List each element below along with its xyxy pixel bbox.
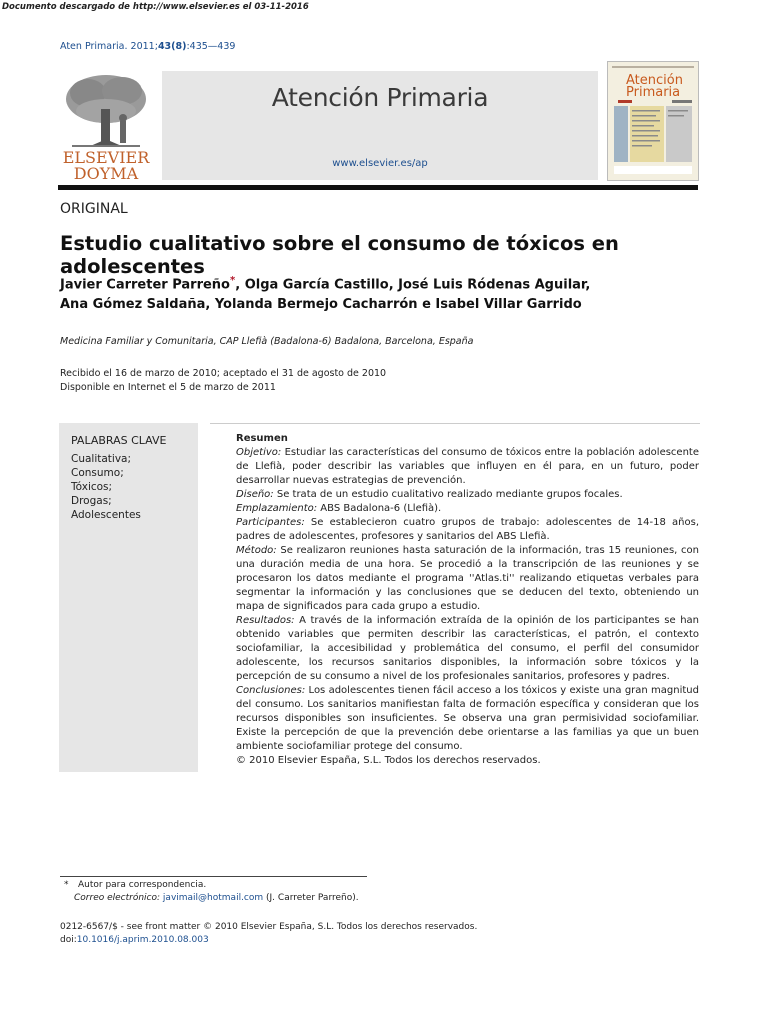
citation-pages: :435—439 bbox=[186, 41, 236, 52]
issn-line: 0212-6567/$ - see front matter © 2010 Elsevier España, S.L. Todos los derechos reservados. bbox=[60, 922, 478, 932]
doi-link[interactable]: 10.1016/j.aprim.2010.08.003 bbox=[76, 935, 209, 945]
citation-volume-issue: 43(8) bbox=[157, 41, 187, 52]
received-date: Recibido el 16 de marzo de 2010; aceptado el 31 de agosto de 2010 bbox=[60, 368, 387, 379]
affiliation: Medicina Familiar y Comunitaria, CAP Llefià (Badalona-6) Badalona, Barcelona, España bbox=[60, 336, 474, 347]
article-dates bbox=[60, 367, 386, 395]
abstract-participantes: Participantes: Se establecieron cuatro grupos de trabajo: adolescentes de 14-18 años, padres de adolescentes, profesores y sanitarios del ABS Llefià. bbox=[236, 517, 699, 542]
keyword-item: Consumo; bbox=[71, 467, 124, 479]
download-note: Documento descargado de http://www.elsevier.es el 03-11-2016 bbox=[2, 2, 309, 12]
citation-journal: Aten Primaria. bbox=[60, 41, 128, 52]
svg-text:DOYMA: DOYMA bbox=[73, 164, 139, 183]
keywords-heading: PALABRAS CLAVE bbox=[71, 434, 167, 447]
email-label: Correo electrónico: bbox=[74, 893, 161, 903]
abstract-divider bbox=[210, 423, 700, 424]
footnote bbox=[60, 879, 359, 905]
author-list bbox=[60, 271, 680, 315]
article-title: Estudio cualitativo sobre el consumo de tóxicos en adolescentes bbox=[60, 232, 619, 278]
authors-line2: Ana Gómez Saldaña, Yolanda Bermejo Cacharrón e Isabel Villar Garrido bbox=[60, 297, 582, 313]
header-rule bbox=[58, 185, 698, 190]
email-link[interactable]: javimail@hotmail.com bbox=[162, 893, 264, 903]
journal-title: Atención Primaria bbox=[271, 83, 489, 112]
online-date: Disponible en Internet el 5 de marzo de 2011 bbox=[60, 382, 276, 393]
author-corresponding[interactable]: Javier Carreter Parreño bbox=[60, 277, 230, 293]
svg-text:ELSEVIER: ELSEVIER bbox=[62, 148, 150, 167]
keyword-item: Adolescentes bbox=[71, 509, 141, 521]
keyword-item: Drogas; bbox=[71, 495, 112, 507]
tree-icon bbox=[58, 71, 154, 183]
section-label: ORIGINAL bbox=[60, 201, 128, 217]
journal-cover-image bbox=[607, 61, 699, 181]
footnote-mark: * bbox=[64, 880, 69, 890]
svg-text:Atención: Atención bbox=[626, 73, 683, 88]
keyword-item: Cualitativa; bbox=[71, 453, 132, 465]
keywords-panel bbox=[59, 423, 198, 772]
correspondence-mark[interactable]: * bbox=[230, 275, 236, 286]
abstract-resultados: Resultados: A través de la información extraída de la opinión de los participantes se han obtenido variables que permiten describir las características, el patrón, el contexto sociofamiliar, la accesibilidad y problemática del consumo, el perfil del consumidor adolescente, los recursos sanitarios disponibles, la información sobre tóxicos y la percepción de su consumo a nivel de los profesionales sanitarios, profesores y padres. bbox=[236, 615, 699, 682]
authors-line1-rest: , Olga García Castillo, José Luis Ródenas Aguilar, bbox=[235, 277, 591, 293]
footnote-text: Autor para correspondencia. bbox=[78, 880, 207, 890]
article-identifiers bbox=[60, 921, 477, 947]
keyword-item: Tóxicos; bbox=[71, 481, 113, 493]
citation-year: 2011; bbox=[130, 41, 158, 52]
elsevier-logo bbox=[58, 71, 154, 183]
abstract-objetivo: Objetivo: Estudiar las características del consumo de tóxicos entre la población adolescente de Llefià, poder describir las variables que influyen en él para, en un futuro, poder desarrollar nuevas estrategias de prevención. bbox=[236, 447, 699, 486]
footnote-rule bbox=[60, 876, 367, 877]
svg-text:Primaria: Primaria bbox=[626, 85, 681, 100]
abstract-heading: Resumen bbox=[236, 433, 288, 444]
abstract-emplazamiento: Emplazamiento: ABS Badalona-6 (Llefià). bbox=[236, 503, 442, 514]
journal-citation[interactable] bbox=[60, 41, 235, 52]
keywords-list bbox=[71, 452, 141, 522]
email-suffix: (J. Carreter Parreño). bbox=[263, 893, 359, 903]
doi-prefix: doi: bbox=[60, 935, 77, 945]
abstract-metodo: Método: Se realizaron reuniones hasta saturación de la información, tras 15 reuniones, con una duración media de una hora. Se procedió a la transcripción de las reuniones y se procesaron los datos mediante el programa ''Atlas.ti'' realizando etiquetas verbales para segmentar la información y las conclusiones que se deducen del texto, obteniendo un mapa de significados para cada grupo a estudio. bbox=[236, 545, 699, 612]
abstract-copyright: © 2010 Elsevier España, S.L. Todos los derechos reservados. bbox=[236, 755, 541, 766]
abstract-conclusiones: Conclusiones: Los adolescentes tienen fácil acceso a los tóxicos y existe una gran magnitud del consumo. Los sanitarios manifiestan falta de formación específica y consideran que los recursos disponibles son insuficientes. Se observa una gran permisividad sociofamiliar. Existe la percepción de que la prevención debe orientarse a las familias ya que un buen ambiente sociofamiliar protege del consumo. bbox=[236, 685, 699, 752]
abstract bbox=[236, 432, 699, 768]
journal-url-link[interactable]: www.elsevier.es/ap bbox=[332, 158, 428, 169]
abstract-diseno: Diseño: Se trata de un estudio cualitativo realizado mediante grupos focales. bbox=[236, 489, 623, 500]
journal-banner bbox=[162, 71, 598, 180]
